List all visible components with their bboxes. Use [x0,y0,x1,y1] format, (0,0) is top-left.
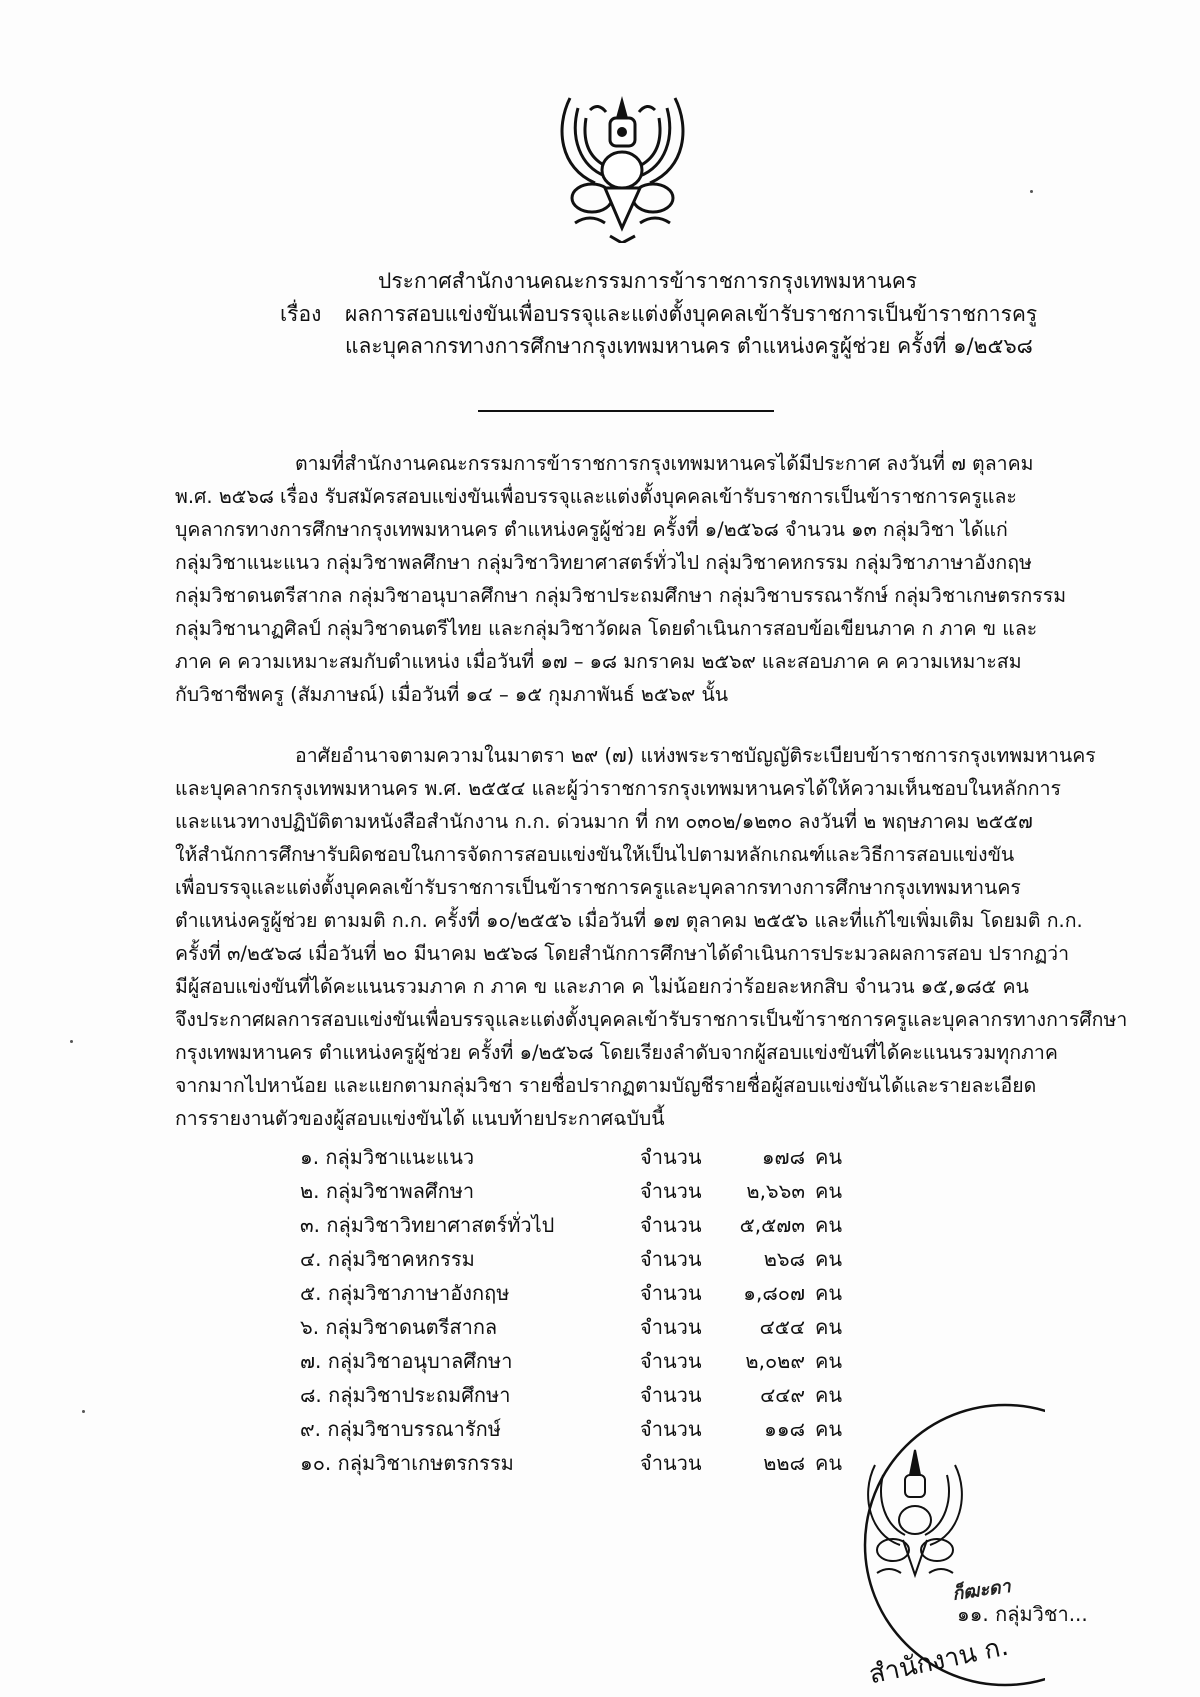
count-unit: คน [815,1315,843,1339]
list-item [300,1277,843,1311]
list-item [300,1345,843,1379]
count-unit: คน [815,1417,843,1441]
group-count: ๑๗๘ [761,1145,805,1169]
group-count: ๔๔๙ [760,1383,805,1407]
count-word: จำนวน [640,1383,702,1407]
group-count: ๒๒๘ [763,1451,805,1475]
group-label: ๓. กลุ่มวิชาวิทยาศาสตร์ทั่วไป [300,1213,555,1237]
subject-label: เรื่อง [280,302,322,326]
paragraph-line: กรุงเทพมหานคร ตำแหน่งครูผู้ช่วย ครั้งที่ ๑/๒๕๖๘ โดยเรียงลำดับจากผู้สอบแข่งขันที่ได้คะแนนรวมทุกภาค [175,1041,1058,1064]
count-word: จำนวน [640,1213,702,1237]
count-unit: คน [815,1383,843,1407]
group-label: ๒. กลุ่มวิชาพลศึกษา [300,1179,475,1203]
paragraph-line: จึงประกาศผลการสอบแข่งขันเพื่อบรรจุและแต่งตั้งบุคคลเข้ารับราชการเป็นข้าราชการครูและบุคลากรทางการศึกษา [175,1008,1128,1031]
group-label: ๔. กลุ่มวิชาคหกรรม [300,1247,475,1271]
list-item [300,1447,843,1481]
count-word: จำนวน [640,1179,702,1203]
group-label: ๘. กลุ่มวิชาประถมศึกษา [300,1383,511,1407]
paragraph-line: กลุ่มวิชาแนะแนว กลุ่มวิชาพลศึกษา กลุ่มวิชาวิทยาศาสตร์ทั่วไป กลุ่มวิชาคหกรรม กลุ่มวิชาภาษาอังกฤษ [175,551,1032,574]
paragraph-line: บุคลากรทางการศึกษากรุงเทพมหานคร ตำแหน่งครูผู้ช่วย ครั้งที่ ๑/๒๕๖๘ จำนวน ๑๓ กลุ่มวิชา ได้แก่ [175,518,1008,541]
paragraph-line: ภาค ค ความเหมาะสมกับตำแหน่ง เมื่อวันที่ ๑๗ – ๑๘ มกราคม ๒๕๖๙ และสอบภาค ค ความเหมาะสม [175,650,1022,673]
paragraph-line: ตำแหน่งครูผู้ช่วย ตามมติ ก.ก. ครั้งที่ ๑๐/๒๕๕๖ เมื่อวันที่ ๑๗ ตุลาคม ๒๕๕๖ และที่แก้ไขเพิ่มเติม โดยมติ ก.ก. [175,909,1083,932]
paragraph-line: และแนวทางปฏิบัติตามหนังสือสำนักงาน ก.ก. ด่วนมาก ที่ กท ๐๓๐๒/๑๒๓๐ ลงวันที่ ๒ พฤษภาคม ๒๕๕๗ [175,810,1033,833]
count-word: จำนวน [640,1145,702,1169]
list-item [300,1379,843,1413]
paragraph-line: พ.ศ. ๒๕๖๘ เรื่อง รับสมัครสอบแข่งขันเพื่อบรรจุและแต่งตั้งบุคคลเข้ารับราชการเป็นข้าราชการครูและ [175,485,1017,508]
count-word: จำนวน [640,1349,702,1373]
paragraph-line: กับวิชาชีพครู (สัมภาษณ์) เมื่อวันที่ ๑๔ – ๑๕ กุมภาพันธ์ ๒๕๖๙ นั้น [175,683,729,706]
list-item [300,1243,843,1277]
initials-signature: ก็ฒะดา [950,1576,1012,1605]
count-word: จำนวน [640,1315,702,1339]
list-item [300,1413,843,1447]
count-unit: คน [815,1451,843,1475]
paragraph-line: ครั้งที่ ๓/๒๕๖๘ เมื่อวันที่ ๒๐ มีนาคม ๒๕๖๘ โดยสำนักการศึกษาได้ดำเนินการประมวลผลการสอบ ปรากฏว่า [175,942,1070,965]
garuda-emblem-icon [550,88,695,243]
scan-speck [82,1410,85,1413]
scan-speck [1030,190,1033,193]
group-count: ๒,๐๒๙ [745,1349,805,1373]
group-label: ๖. กลุ่มวิชาดนตรีสากล [300,1315,498,1339]
list-item [300,1141,843,1175]
group-label: ๗. กลุ่มวิชาอนุบาลศึกษา [300,1349,513,1373]
paragraph-line: กลุ่มวิชาดนตรีสากล กลุ่มวิชาอนุบาลศึกษา กลุ่มวิชาประถมศึกษา กลุ่มวิชาบรรณารักษ์ กลุ่มวิชาเกษตรกรรม [175,584,1067,607]
group-label: ๕. กลุ่มวิชาภาษาอังกฤษ [300,1281,510,1305]
paragraph-line: ตามที่สำนักงานคณะกรรมการข้าราชการกรุงเทพมหานครได้มีประกาศ ลงวันที่ ๗ ตุลาคม [295,452,1034,475]
list-item [300,1311,843,1345]
paragraph-line: จากมากไปหาน้อย และแยกตามกลุ่มวิชา รายชื่อปรากฏตามบัญชีรายชื่อผู้สอบแข่งขันได้และรายละเอียด [175,1074,1037,1097]
paragraph-line: ให้สำนักการศึกษารับผิดชอบในการจัดการสอบแข่งขันให้เป็นไปตามหลักเกณฑ์และวิธีการสอบแข่งขัน [175,843,1015,866]
paragraph-line: กลุ่มวิชานาฏศิลป์ กลุ่มวิชาดนตรีไทย และกลุ่มวิชาวัดผล โดยดำเนินการสอบข้อเขียนภาค ก ภาค ข และ [175,617,1038,640]
count-unit: คน [815,1281,843,1305]
paragraph-line: เพื่อบรรจุและแต่งตั้งบุคคลเข้ารับราชการเป็นข้าราชการครูและบุคลากรทางการศึกษากรุงเทพมหานคร [175,876,1021,899]
group-count: ๒,๖๖๓ [746,1179,805,1203]
group-label: ๙. กลุ่มวิชาบรรณารักษ์ [300,1417,501,1441]
count-word: จำนวน [640,1451,702,1475]
scan-speck [70,1040,73,1043]
count-unit: คน [815,1179,843,1203]
group-label: ๑๐. กลุ่มวิชาเกษตรกรรม [300,1451,514,1475]
paragraph-line: และบุคลากรกรุงเทพมหานคร พ.ศ. ๒๕๕๔ และผู้ว่าราชการกรุงเทพมหานครได้ให้ความเห็นชอบในหลักการ [175,777,1062,800]
subject-line-2: และบุคลากรทางการศึกษากรุงเทพมหานคร ตำแหน่งครูผู้ช่วย ครั้งที่ ๑/๒๕๖๘ [345,334,1033,358]
count-unit: คน [815,1145,843,1169]
issuer-title: ประกาศสำนักงานคณะกรรมการข้าราชการกรุงเทพมหานคร [378,269,918,293]
count-unit: คน [815,1247,843,1271]
seal-text: สำนักงาน ก. [866,1631,1012,1691]
header-divider [478,410,774,412]
group-count: ๒๖๘ [763,1247,805,1271]
group-label: ๑. กลุ่มวิชาแนะแนว [300,1145,475,1169]
group-count: ๑,๘๐๗ [743,1281,805,1305]
count-word: จำนวน [640,1281,702,1305]
group-count: ๑๑๘ [764,1417,805,1441]
group-count: ๕,๕๗๓ [739,1213,805,1237]
paragraph-line: อาศัยอำนาจตามความในมาตรา ๒๙ (๗) แห่งพระราชบัญญัติระเบียบข้าราชการกรุงเทพมหานคร [295,744,1096,767]
group-count: ๔๕๔ [759,1315,805,1339]
count-word: จำนวน [640,1247,702,1271]
count-unit: คน [815,1213,843,1237]
continuation-text: ๑๑. กลุ่มวิชา... [957,1602,1088,1626]
list-item [300,1209,843,1243]
count-unit: คน [815,1349,843,1373]
paragraph-line: มีผู้สอบแข่งขันที่ได้คะแนนรวมภาค ก ภาค ข และภาค ค ไม่น้อยกว่าร้อยละหกสิบ จำนวน ๑๕,๑๘๕ คน [175,975,1029,998]
count-word: จำนวน [640,1417,702,1441]
paragraph-line: การรายงานตัวของผู้สอบแข่งขันได้ แนบท้ายประกาศฉบับนี้ [175,1107,665,1130]
list-item [300,1175,843,1209]
subject-line-1: ผลการสอบแข่งขันเพื่อบรรจุและแต่งตั้งบุคคลเข้ารับราชการเป็นข้าราชการครู [345,302,1038,326]
